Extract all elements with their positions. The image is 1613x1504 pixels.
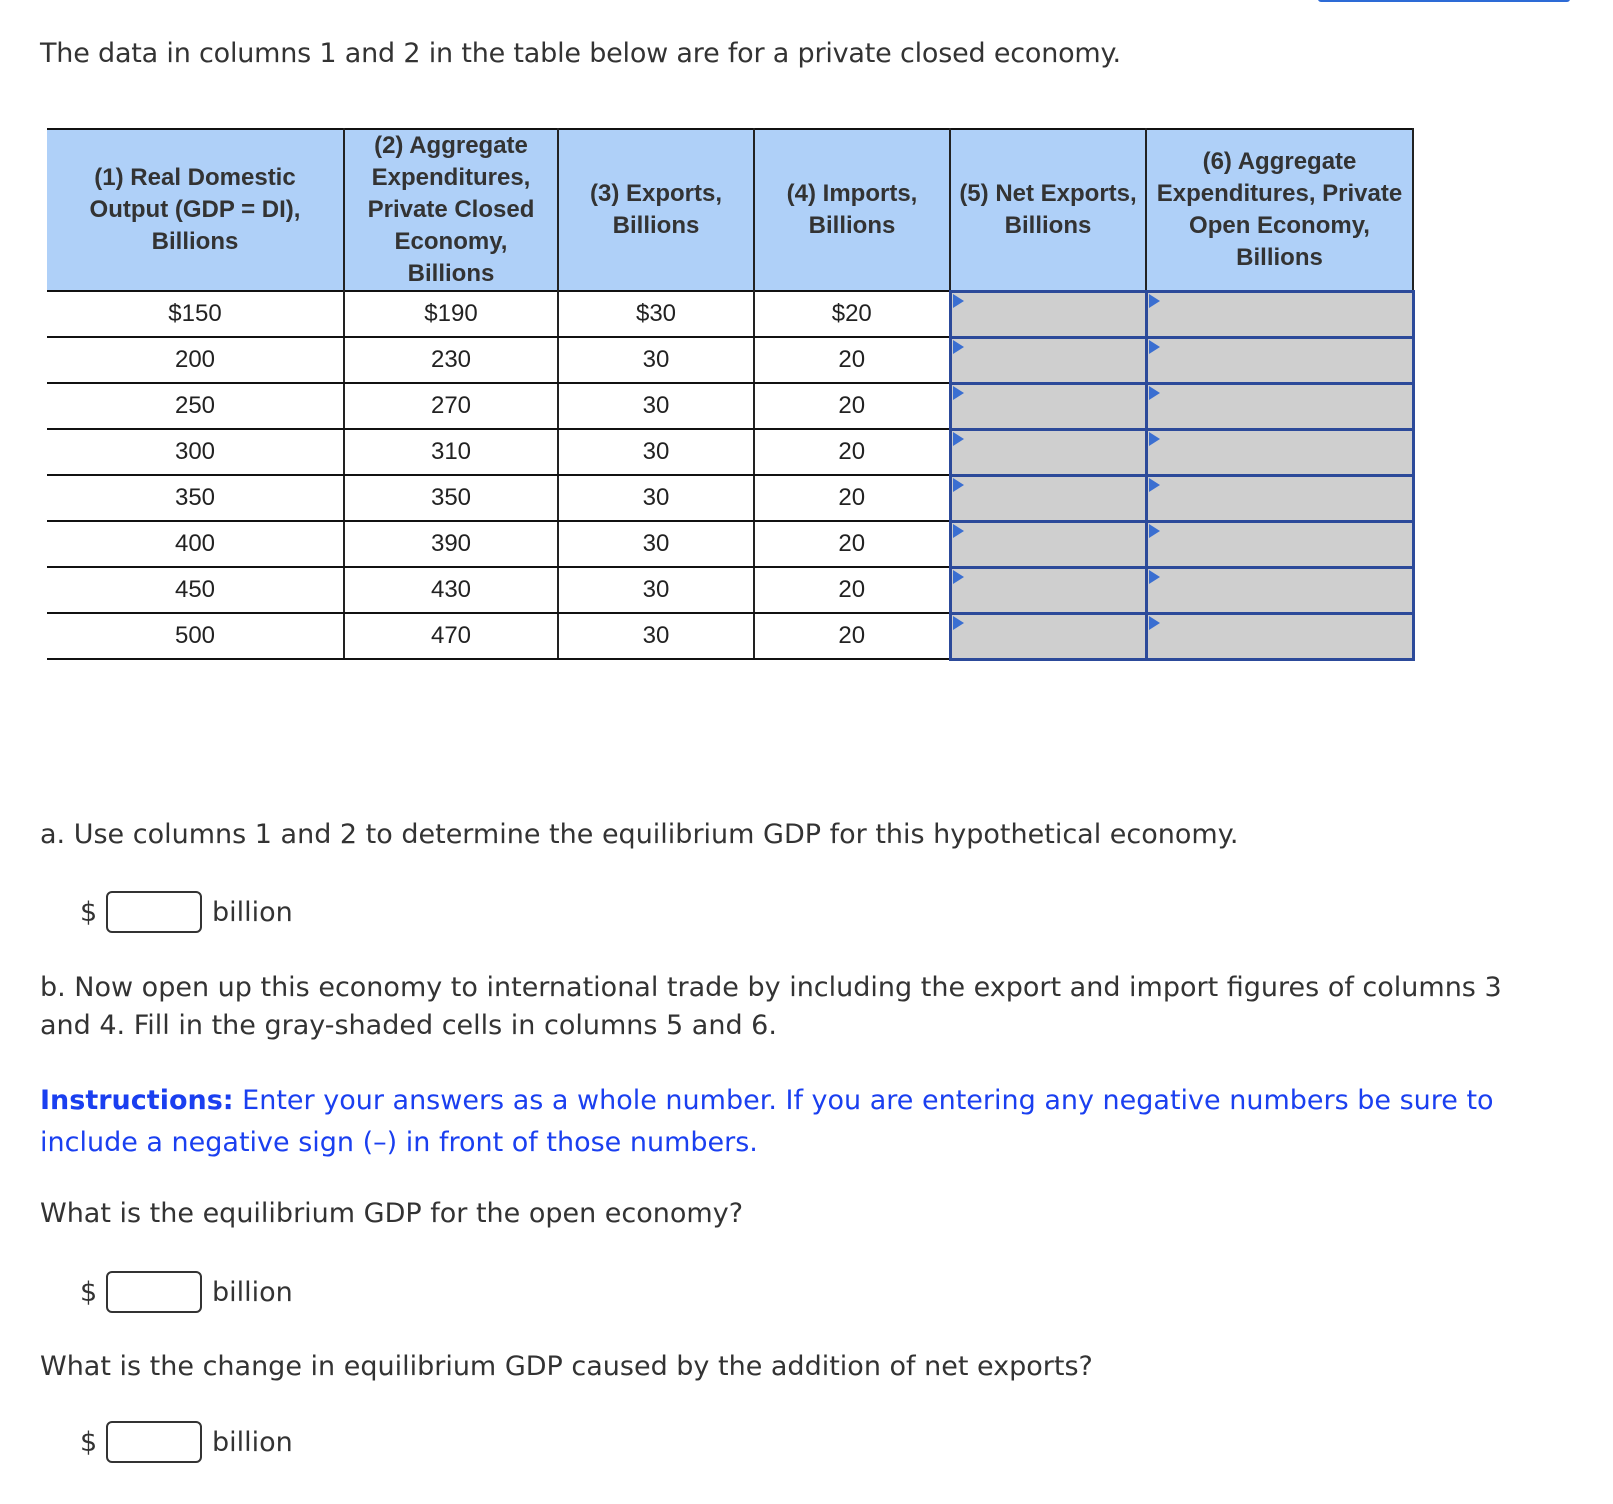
net-exports-cell [950,383,1146,429]
cell-marker-icon [953,432,964,446]
unit-label: billion [212,1426,293,1458]
ae-open-cell [1146,613,1413,659]
dollar-sign: $ [80,1276,98,1308]
cell-marker-icon [1149,570,1160,584]
ae-open-input[interactable] [1148,615,1412,658]
net-exports-input[interactable] [952,385,1145,428]
instructions-label: Instructions: [40,1085,234,1116]
net-exports-input[interactable] [952,569,1145,612]
header-ae-closed: (2) Aggregate Expenditures, Private Closed Economy, Billions [344,129,558,291]
answer-change-group [80,1420,293,1464]
cell-marker-icon [953,386,964,400]
cell-marker-icon [1149,386,1160,400]
exports-cell: 30 [558,567,754,613]
net-exports-cell [950,337,1146,383]
question-open-economy: What is the equilibrium GDP for the open economy? [40,1198,744,1229]
ae-closed-cell: 470 [344,613,558,659]
table-row [47,567,1413,613]
net-exports-input[interactable] [952,431,1145,474]
net-exports-input[interactable] [952,477,1145,520]
cell-marker-icon [1149,616,1160,630]
ae-open-input[interactable] [1148,293,1412,336]
net-exports-input[interactable] [952,615,1145,658]
net-exports-input[interactable] [952,523,1145,566]
net-exports-cell [950,429,1146,475]
gdp-cell: 200 [47,337,344,383]
imports-cell: 20 [754,337,950,383]
ae-open-cell [1146,337,1413,383]
table-row [47,337,1413,383]
ae-closed-cell: 390 [344,521,558,567]
exports-cell: 30 [558,521,754,567]
cell-marker-icon [953,570,964,584]
net-exports-cell [950,291,1146,337]
imports-cell: 20 [754,475,950,521]
imports-cell: 20 [754,613,950,659]
imports-cell: 20 [754,567,950,613]
ae-open-input[interactable] [1148,569,1412,612]
ae-open-input[interactable] [1148,339,1412,382]
ae-closed-cell: 430 [344,567,558,613]
exports-cell: 30 [558,613,754,659]
ae-closed-cell: 310 [344,429,558,475]
net-exports-cell [950,475,1146,521]
cell-marker-icon [1149,432,1160,446]
answer-open-group [80,1270,293,1314]
equilibrium-gdp-open-input[interactable] [106,1271,202,1313]
answer-a-group [80,890,293,934]
cell-marker-icon [953,294,964,308]
gdp-cell: 450 [47,567,344,613]
gdp-change-input[interactable] [106,1421,202,1463]
gdp-cell: 300 [47,429,344,475]
ae-open-cell [1146,475,1413,521]
table-row [47,291,1413,337]
cell-marker-icon [953,616,964,630]
ae-open-cell [1146,291,1413,337]
exports-cell: 30 [558,337,754,383]
exports-cell: 30 [558,475,754,521]
ae-closed-cell: $190 [344,291,558,337]
imports-cell: 20 [754,521,950,567]
table-row [47,521,1413,567]
unit-label: billion [212,1276,293,1308]
header-imports: (4) Imports, Billions [754,129,950,291]
gdp-cell: 250 [47,383,344,429]
ae-open-cell [1146,567,1413,613]
economy-table [47,128,1415,661]
cell-marker-icon [1149,478,1160,492]
table-row [47,475,1413,521]
header-exports: (3) Exports, Billions [558,129,754,291]
header-ae-open: (6) Aggregate Expenditures, Private Open Economy, Billions [1146,129,1413,291]
dollar-sign: $ [80,896,98,928]
imports-cell: $20 [754,291,950,337]
table-header-row [47,129,1413,291]
ae-open-input[interactable] [1148,477,1412,520]
dollar-sign: $ [80,1426,98,1458]
cell-marker-icon [1149,524,1160,538]
gdp-cell: 500 [47,613,344,659]
net-exports-input[interactable] [952,339,1145,382]
gdp-cell: 350 [47,475,344,521]
ae-closed-cell: 270 [344,383,558,429]
ae-open-cell [1146,429,1413,475]
net-exports-input[interactable] [952,293,1145,336]
question-a: a. Use columns 1 and 2 to determine the equilibrium GDP for this hypothetical economy. [40,819,1239,850]
exports-cell: 30 [558,383,754,429]
cell-marker-icon [953,340,964,354]
imports-cell: 20 [754,429,950,475]
ae-open-cell [1146,521,1413,567]
exports-cell: 30 [558,429,754,475]
imports-cell: 20 [754,383,950,429]
ae-closed-cell: 230 [344,337,558,383]
ae-open-cell [1146,383,1413,429]
top-progress-bar [1318,0,1570,2]
net-exports-cell [950,521,1146,567]
question-change: What is the change in equilibrium GDP caused by the addition of net exports? [40,1351,1093,1382]
cell-marker-icon [953,478,964,492]
gdp-cell: $150 [47,291,344,337]
table-row [47,383,1413,429]
exports-cell: $30 [558,291,754,337]
ae-closed-cell: 350 [344,475,558,521]
cell-marker-icon [953,524,964,538]
gdp-cell: 400 [47,521,344,567]
intro-text: The data in columns 1 and 2 in the table below are for a private closed economy. [40,38,1121,69]
unit-label: billion [212,896,293,928]
net-exports-cell [950,567,1146,613]
cell-marker-icon [1149,294,1160,308]
table-row [47,613,1413,659]
equilibrium-gdp-closed-input[interactable] [106,891,202,933]
table-row [47,429,1413,475]
question-b: b. Now open up this economy to international trade by including the export and import figures of columns 3 and 4. Fill in the gray-shaded cells in columns 5 and 6. [40,972,1502,1041]
cell-marker-icon [1149,340,1160,354]
ae-open-input[interactable] [1148,385,1412,428]
net-exports-cell [950,613,1146,659]
instructions [40,1080,1520,1164]
header-real-domestic-output: (1) Real Domestic Output (GDP = DI), Billions [47,129,344,291]
header-net-exports: (5) Net Exports, Billions [950,129,1146,291]
instructions-text: Enter your answers as a whole number. If you are entering any negative numbers be sure to include a negative sign (–) in front of those numbers. [40,1085,1494,1158]
ae-open-input[interactable] [1148,523,1412,566]
ae-open-input[interactable] [1148,431,1412,474]
